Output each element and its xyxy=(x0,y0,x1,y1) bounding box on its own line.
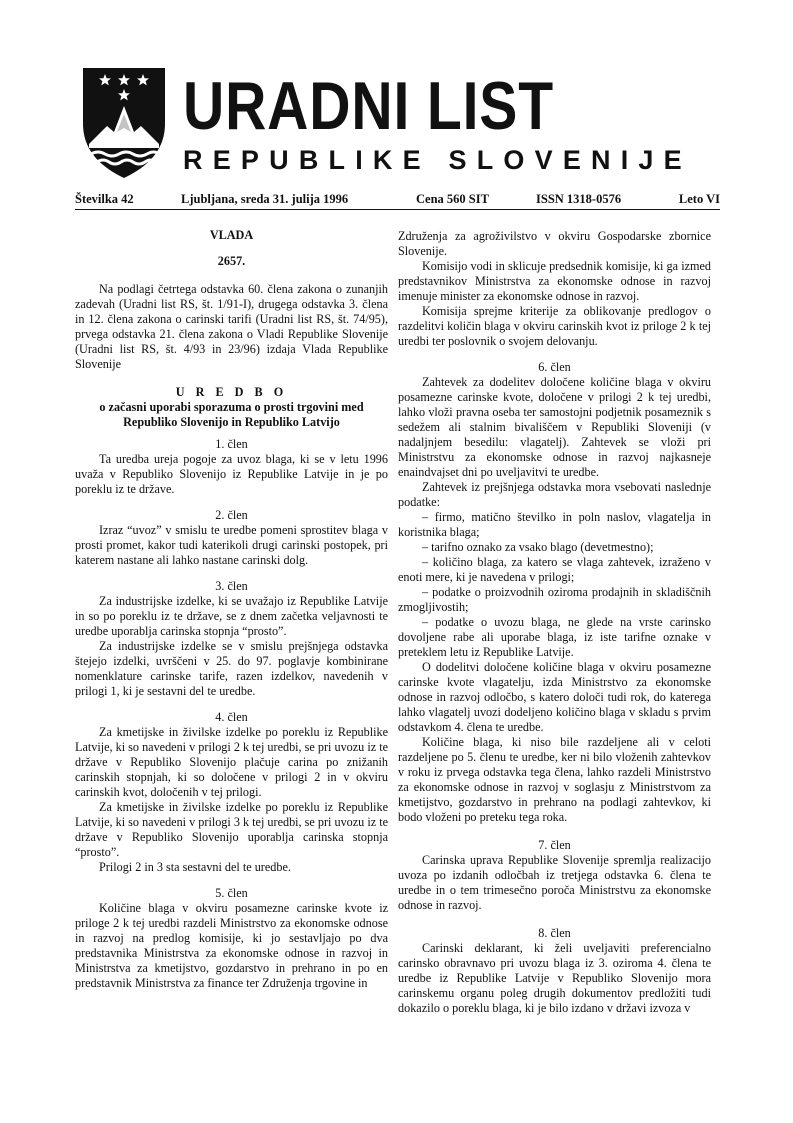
decree-heading: U R E D B O xyxy=(175,385,288,399)
article-3-paragraph-1: Za industrijske izdelke, ki se uvažajo iz Republike Latvije in so po poreklu iz te države, se z dnem začetka veljavnosti te uredbe uporablja carinska stopnja “prosto”. xyxy=(75,594,388,638)
issue-number: Številka 42 xyxy=(75,192,134,206)
article-5-continuation: Združenja za agroživilstvo v okviru Gospodarske zbornice Slovenije. xyxy=(398,229,711,258)
article-7-heading: 7. člen xyxy=(538,838,571,852)
masthead-subtitle: REPUBLIKE SLOVENIJE xyxy=(183,145,692,175)
section-heading: VLADA xyxy=(209,228,254,242)
article-8-paragraph: Carinski deklarant, ki želi uveljaviti preferencialno carinsko obravnavo pri uvozu blaga iz 3. oziroma 4. člena te uredbe iz Republike Latvije v Republiko Slovenijo mora carinskemu organu poleg drugih dokumentov predložiti tudi dokazilo o poreklu blaga, ki je bilo izdano v državi izvoza v xyxy=(398,941,711,1015)
list-item: – firmo, matično številko in poln naslov, vlagatelja in koristnika blaga; xyxy=(398,510,711,539)
article-3-heading: 3. člen xyxy=(215,579,248,593)
article-1-heading: 1. člen xyxy=(215,437,248,451)
article-4-paragraph-2: Za kmetijske in živilske izdelke po poreklu iz Republike Latvije, ki so navedeni v prilogi 3 k tej uredbi, se pri uvozu iz te države v Republiko Slovenijo uporablja carinska stopnja “prosto”. xyxy=(75,800,388,859)
masthead-title: URADNI LIST xyxy=(183,68,554,144)
article-2-paragraph: Izraz “uvoz” v smislu te uredbe pomeni sprostitev blaga v prosti promet, kakor tudi katerikoli drugi carinski postopek, pri katerem nastane ali lahko nastane carinski dolg. xyxy=(75,523,388,567)
article-4-paragraph-1: Za kmetijske in živilske izdelke po poreklu iz Republike Latvije, ki so navedeni v prilogi 2 k tej uredbi, se pri uvozu iz te države v Republiko Slovenijo plačuje carina po znižanih carinskih stopnjah, ki so določene v prilogi 2 in v okviru carinskih kvot, določenih v tej prilogi. xyxy=(75,725,388,799)
preamble: Na podlagi četrtega odstavka 60. člena zakona o zunanjih zadevah (Uradni list RS, št. 1/91-I), drugega odstavka 3. člena in 12. člena zakona o carinski tarifi (Uradni list RS, št. 74/95), prvega odstavka 21. člena zakona o Vladi Republike Slovenije (Uradni list RS, št. 4/93 in 23/96) izdaja Vlada Republike Slovenije xyxy=(75,282,388,371)
article-5-paragraph-3: Komisija sprejme kriterije za oblikovanje predlogov o razdelitvi količin blaga v okviru carinskih kvot iz priloge 2 k tej uredbi ter poslovnik o svojem delovanju. xyxy=(398,304,711,348)
issue-year: Leto VI xyxy=(678,192,720,206)
list-item: – podatke o uvozu blaga, ne glede na vrste carinsko dovoljene rabe ali uporabe blaga, iz iste tarifne oznake v preteklem letu iz Republike Latvije. xyxy=(398,615,711,659)
list-item: – količino blaga, za katero se vlaga zahtevek, izraženo v enoti mere, ki je navedena v prilogi; xyxy=(398,555,711,584)
article-6-paragraph-4: Količine blaga, ki niso bile razdeljene ali v celoti razdeljene po 5. členu te uredbe, ker ni bilo vloženih zahtevkov v roku iz prvega odstavka tega člena, lahko razdeli Ministrstvo za ekonomske odnose in razvoj v soglasju z Ministrstvom za kmetijstvo, gozdarstvo in prehrano na podlagi zahtevkov, ki bodo vloženi po preteku tega roka. xyxy=(398,735,711,824)
article-2-heading: 2. člen xyxy=(215,508,248,522)
article-5-heading: 5. člen xyxy=(215,886,248,900)
list-item: – podatke o proizvodnih oziroma prodajnih in skladiščnih zmogljivostih; xyxy=(398,585,711,614)
article-4-paragraph-3: Prilogi 2 in 3 sta sestavni del te uredbe. xyxy=(99,860,291,874)
article-6-heading: 6. člen xyxy=(538,360,571,374)
coat-of-arms-icon xyxy=(81,66,167,180)
issue-place-date: Ljubljana, sreda 31. julija 1996 xyxy=(181,192,349,206)
issue-price: Cena 560 SIT xyxy=(416,192,489,206)
article-6-paragraph-1: Zahtevek za dodelitev določene količine blaga v okviru posamezne carinske kvote, določene v prilogi 2 k tej uredbi, lahko vloži pravna oseba ter samostojni podjetnik posameznik s sedežem ali stalnim bivališčem v Republiki Sloveniji (v nadaljnjem besedilu: vlagatelj). Zahtevek se vloži pri Ministrstvu za ekonomske odnose in razvoj najkasneje enaindvajset dni po uveljavitvi te uredbe. xyxy=(398,375,711,479)
document-number: 2657. xyxy=(217,254,246,268)
list-item: – tarifno oznako za vsako blago (devetmestno); xyxy=(422,540,654,554)
article-5-paragraph-1: Količine blaga v okviru posamezne carinske kvote iz priloge 2 k tej uredbi razdeli Ministrstvo za ekonomske odnose in razvoj na predlog komisije, ki jo sestavljajo po dva predstavnika Ministrstva za ekonomske odnose in razvoj in Ministrstva za kmetijstvo, gozdarstvo in prehrano in po en predstavnik Ministrstva za finance ter Združenja trgovine in xyxy=(75,901,388,990)
issue-info-bar xyxy=(75,190,720,208)
article-5-paragraph-2: Komisijo vodi in sklicuje predsednik komisije, ki ga izmed predstavnikov Ministrstva za ekonomske odnose in razvoj imenuje minister za ekonomske odnose in razvoj. xyxy=(398,259,711,303)
article-1-paragraph: Ta uredba ureja pogoje za uvoz blaga, ki se v letu 1996 uvaža v Republiko Slovenijo iz Republike Latvije in je po poreklu iz te države. xyxy=(75,452,388,496)
decree-title: o začasni uporabi sporazuma o prosti trgovini med Republiko Slovenijo in Republiko Latvijo xyxy=(99,400,364,429)
issue-issn: ISSN 1318-0576 xyxy=(536,192,622,206)
article-3-paragraph-2: Za industrijske izdelke se v smislu prejšnjega odstavka štejejo izdelki, uvrščeni v 25. do 97. poglavje kombinirane nomenklature carinske tarife, razen izdelkov, navedenih v prilogi 1, ki je sestavni del te uredbe. xyxy=(75,639,388,698)
header-rule xyxy=(75,209,720,210)
article-8-heading: 8. člen xyxy=(538,926,571,940)
right-column xyxy=(398,229,711,1016)
article-6-paragraph-2: Zahtevek iz prejšnjega odstavka mora vsebovati naslednje podatke: xyxy=(398,480,711,509)
article-7-paragraph: Carinska uprava Republike Slovenije spremlja realizacijo uvoza po izdanih odločbah iz tretjega odstavka 6. člena te uredbe in o tem trimesečno poroča Ministrstvu za ekonomske odnose in razvoj. xyxy=(398,853,711,912)
left-column xyxy=(75,228,388,991)
article-6-paragraph-3: O dodelitvi določene količine blaga v okviru posamezne carinske kvote vlagatelju, izda Ministrstvo za ekonomske odnose in razvoj odločbo, s katero določi tudi rok, do katerega lahko vlagatelj uvozi dodeljeno količino blaga v skladu s prvim odstavkom 4. člena te uredbe. xyxy=(398,660,711,734)
article-4-heading: 4. člen xyxy=(215,710,248,724)
